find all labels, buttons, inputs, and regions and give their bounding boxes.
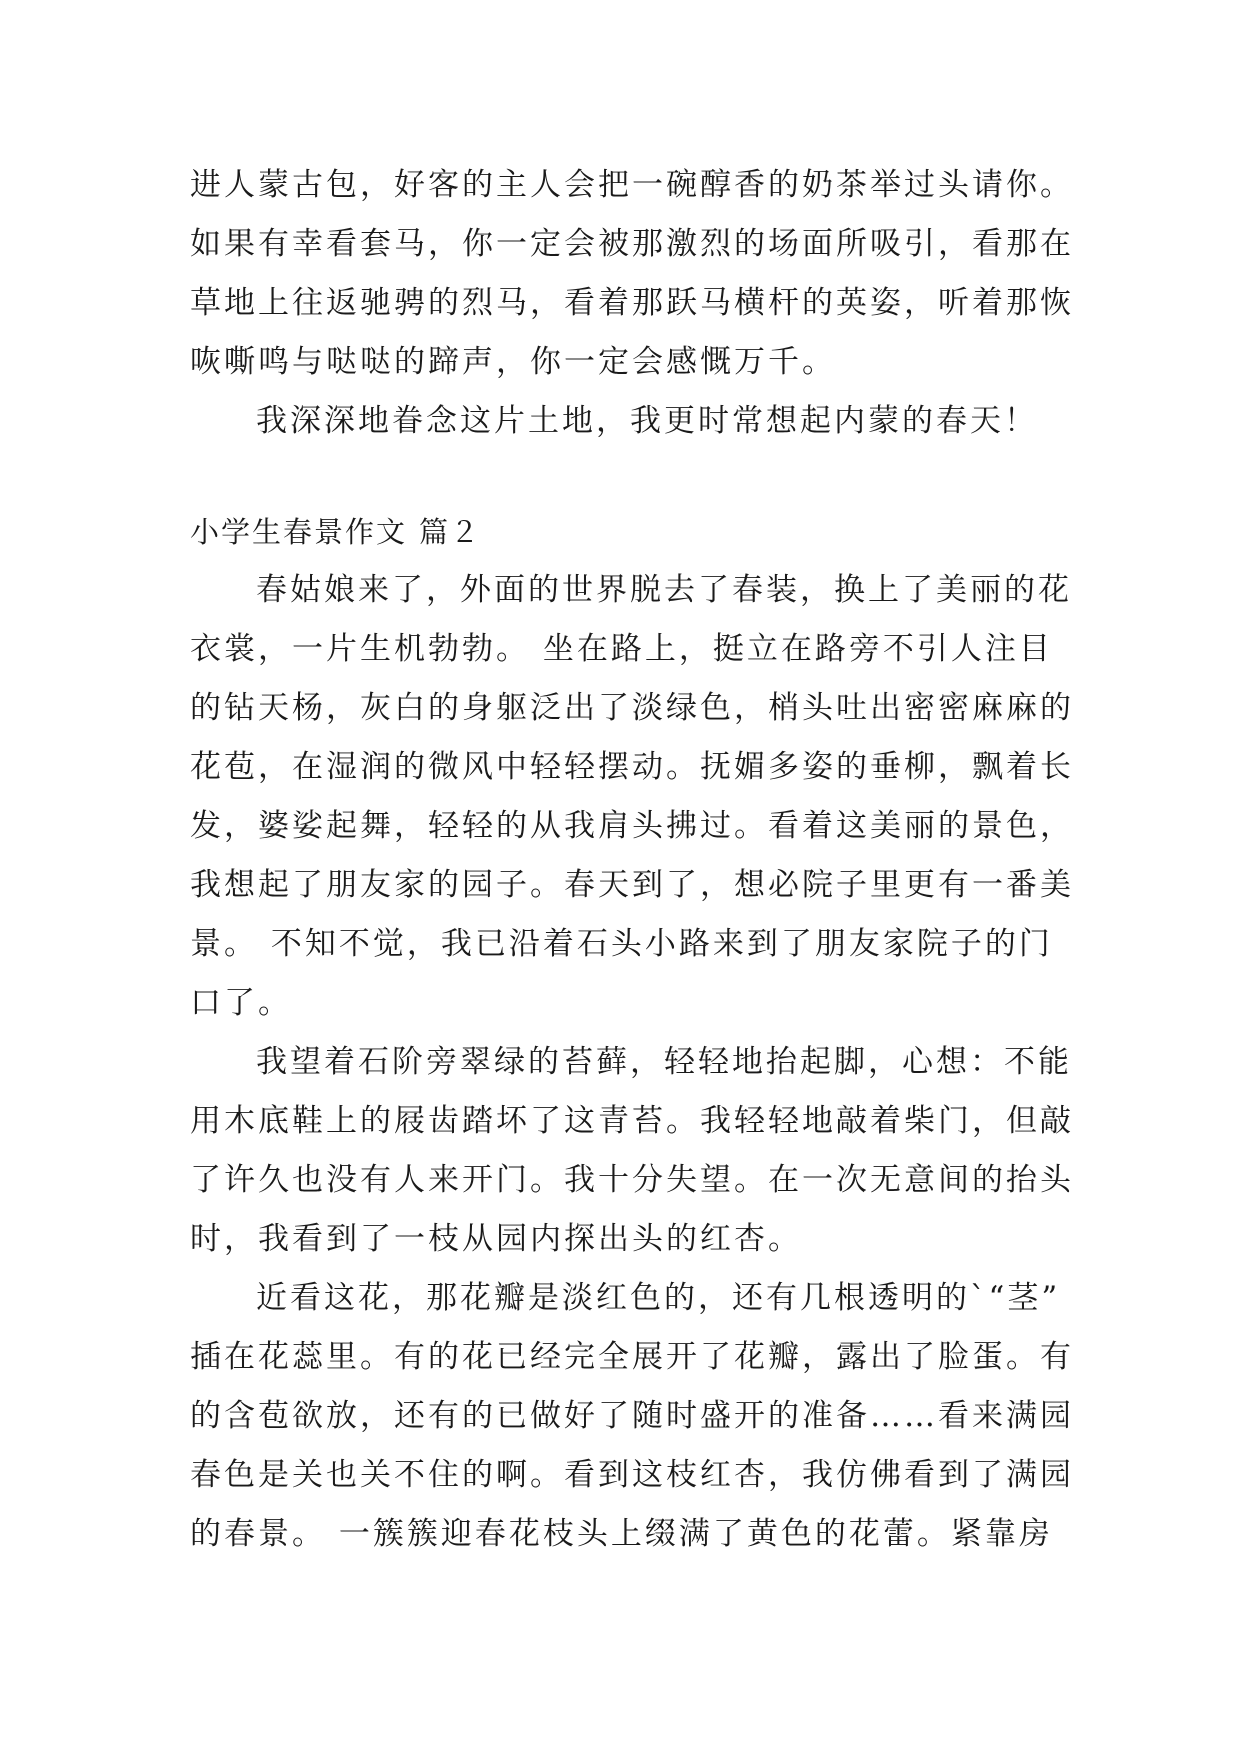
text-line: 了许久也没有人来开门。我十分失望。在一次无意间的抬头 bbox=[190, 1162, 1074, 1198]
text-line: 咴嘶鸣与哒哒的蹄声，你一定会感慨万千。 bbox=[190, 344, 836, 380]
text-line: 我深深地眷念这片土地，我更时常想起内蒙的春天！ bbox=[256, 403, 1038, 439]
document-body bbox=[190, 156, 1074, 1564]
text-line: 用木底鞋上的屐齿踏坏了这青苔。我轻轻地敲着柴门，但敲 bbox=[190, 1103, 1074, 1139]
text-line: 插在花蕊里。有的花已经完全展开了花瓣，露出了脸蛋。有 bbox=[190, 1339, 1074, 1375]
text-line: 如果有幸看套马，你一定会被那激烈的场面所吸引，看那在 bbox=[190, 226, 1074, 262]
text-line: 的春景。 一簇簇迎春花枝头上缀满了黄色的花蕾。紧靠房 bbox=[190, 1516, 1053, 1552]
paragraph bbox=[190, 156, 1074, 392]
text-line: 衣裳，一片生机勃勃。 坐在路上，挺立在路旁不引人注目 bbox=[190, 631, 1053, 667]
section-title bbox=[190, 504, 1070, 561]
paragraph bbox=[190, 561, 1074, 1033]
paragraph bbox=[190, 1269, 1074, 1564]
text-line: 我望着石阶旁翠绿的苔藓，轻轻地抬起脚，心想：不能 bbox=[256, 1044, 1072, 1080]
text-line: 花苞，在湿润的微风中轻轻摆动。抚媚多姿的垂柳，飘着长 bbox=[190, 749, 1074, 785]
text-line: 的含苞欲放，还有的已做好了随时盛开的准备……看来满园 bbox=[190, 1398, 1074, 1434]
text-line: 口了。 bbox=[190, 985, 292, 1021]
paragraph bbox=[190, 392, 1070, 451]
text-line: 进人蒙古包，好客的主人会把一碗醇香的奶茶举过头请你。 bbox=[190, 167, 1074, 203]
section-title-text: 小学生春景作文 bbox=[190, 515, 408, 549]
section-title-number: 篇２ bbox=[419, 515, 482, 549]
text-line: 草地上往返驰骋的烈马，看着那跃马横杆的英姿，听着那恢 bbox=[190, 285, 1074, 321]
text-line: 时，我看到了一枝从园内探出头的红杏。 bbox=[190, 1221, 802, 1257]
text-line: 春姑娘来了，外面的世界脱去了春装，换上了美丽的花 bbox=[256, 572, 1072, 608]
text-line: 我想起了朋友家的园子。春天到了，想必院子里更有一番美 bbox=[190, 867, 1074, 903]
text-line: 的钻天杨，灰白的身躯泛出了淡绿色，梢头吐出密密麻麻的 bbox=[190, 690, 1074, 726]
text-line: 发，婆娑起舞，轻轻的从我肩头拂过。看着这美丽的景色， bbox=[190, 808, 1074, 844]
paragraph bbox=[190, 1033, 1074, 1269]
text-line: 春色是关也关不住的啊。看到这枝红杏，我仿佛看到了满园 bbox=[190, 1457, 1074, 1493]
text-line: 近看这花，那花瓣是淡红色的，还有几根透明的`“茎” bbox=[256, 1280, 1061, 1316]
text-line: 景。 不知不觉，我已沿着石头小路来到了朋友家院子的门 bbox=[190, 926, 1053, 962]
